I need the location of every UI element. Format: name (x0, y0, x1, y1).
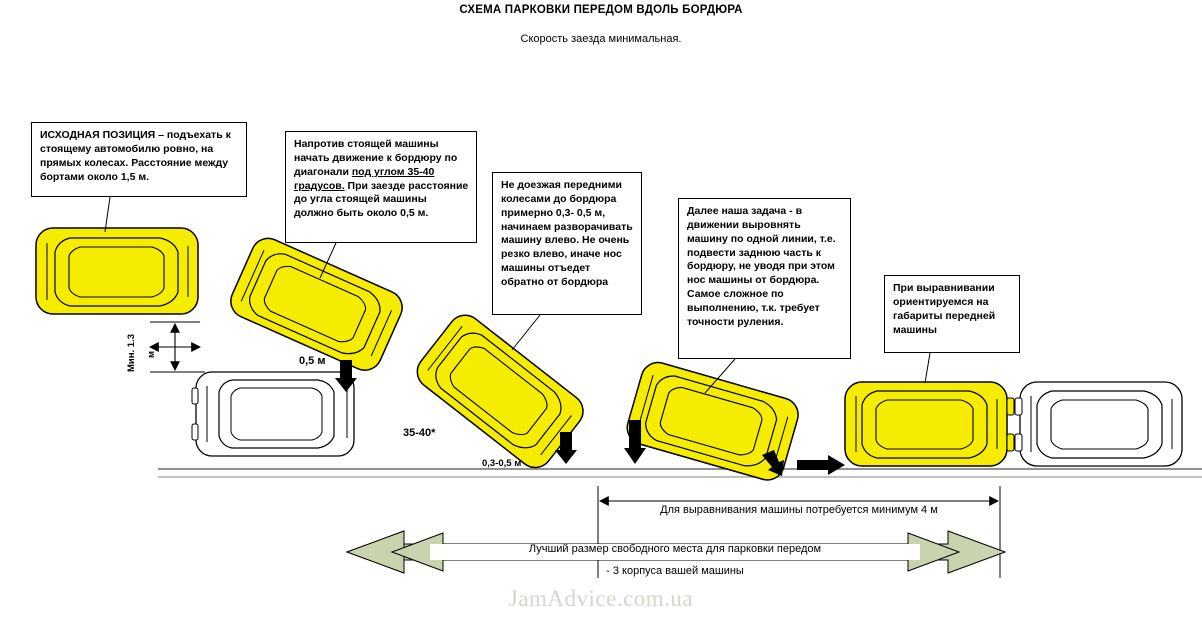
callout-diagonal-move (285, 131, 477, 243)
label-curb-distance: 0,3-0,5 м (482, 458, 522, 469)
callout-turn-left-text: Не доезжая передними колесами до бордюра примерно 0,3- 0,5 м, начинаем разворачивать машину влево. Не очень резко влево, иначе нос машины отъедет обратно от бордюра (501, 179, 633, 289)
callout-turn-left (492, 172, 642, 315)
label-angle: 35-40* (403, 427, 436, 439)
callout-start-position-lead: ИСХОДНАЯ ПОЗИЦИЯ (40, 129, 156, 141)
label-min-13: Мин. 1.3 (126, 334, 137, 372)
callout-align-task-text: Далее наша задача - в движении выровнять машину по одной линии, т.е. подвести заднюю часть к бордюру, не уводя при этом нос машины от бордюра. Самое сложное по выполнению, т.к. требует точности руления. (687, 205, 836, 328)
label-meter-unit: м (146, 350, 157, 358)
label-best-size-line2: - 3 корпуса вашей машины (606, 565, 744, 577)
callout-diagonal-text-2: При заезде расстояние до угла стоящей машины должно быть около 0,5 м. (294, 179, 469, 220)
label-half-meter: 0,5 м (299, 355, 326, 367)
car-step-1-start (36, 228, 198, 314)
parked-car-white-2 (1015, 382, 1182, 466)
dimension-min-13m (150, 322, 205, 372)
label-best-size-line1: Лучший размер свободного места для парковки передом (528, 543, 822, 555)
callout-front-car-reference (884, 275, 1020, 353)
callout-front-car-text: При выравнивании ориентируемся на габариты передней машины (893, 282, 996, 336)
watermark: JamAdvice.com.ua (508, 586, 694, 611)
callout-start-position (31, 122, 247, 197)
page-subtitle: Скорость заезда минимальная. (520, 33, 682, 45)
label-align-min: Для выравнивания машины потребуется минимум 4 м (660, 504, 938, 516)
parked-car-white-1 (192, 372, 354, 456)
callout-diagonal-text-1: Напротив стоящей машины начать движение к бордюру по диагонали (294, 138, 458, 178)
page-title: СХЕМА ПАРКОВКИ ПЕРЕДОМ ВДОЛЬ БОРДЮРА (459, 4, 743, 16)
car-step-5-aligned (845, 382, 1014, 466)
callout-start-position-text: – подъехать к стоящему автомобилю ровно, на прямых колесах. Расстояние между бортами около 1,5 м. (40, 129, 231, 183)
arrow-right-1 (797, 455, 845, 475)
callout-align-task (678, 198, 851, 359)
callout-diagonal-angle: под углом 35-40 градусов. (294, 165, 435, 192)
